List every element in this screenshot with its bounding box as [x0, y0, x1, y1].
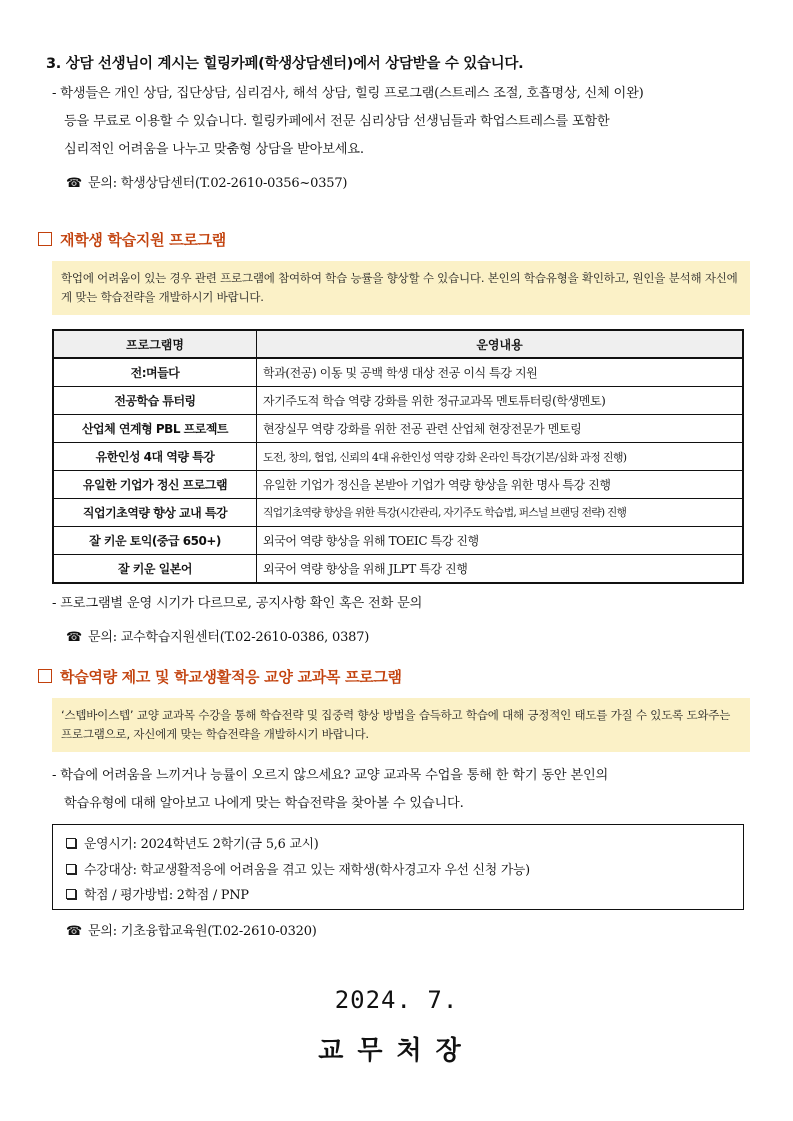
table-row — [53, 499, 743, 527]
header-content: 운영내용 — [257, 330, 744, 358]
section2-title-text: 학습역량 제고 및 학교생활적응 교양 교과목 프로그램 — [60, 668, 402, 686]
course-info-text: 운영시기: 2024학년도 2학기(금 5,6 교시) — [84, 837, 319, 852]
course-info-item — [66, 833, 319, 852]
section1-contact — [66, 626, 369, 645]
counsel-line-1: - 학생들은 개인 상담, 집단상담, 심리검사, 해석 상담, 힐링 프로그램(스트레스 조절, 호흡명상, 신체 이완) — [52, 86, 644, 101]
checkbox-icon — [66, 864, 76, 874]
checkbox-icon — [38, 669, 52, 683]
table-row — [53, 415, 743, 443]
program-name: 유한인성 4대 역량 특강 — [53, 443, 257, 471]
phone-icon: ☎ — [66, 924, 82, 939]
program-content: 유일한 기업가 정신을 본받아 기업가 역량 향상을 위한 명사 특강 진행 — [257, 471, 744, 499]
phone-icon: ☎ — [66, 176, 82, 191]
section1-note: 학업에 어려움이 있는 경우 관련 프로그램에 참여하여 학습 능률을 향상할 수 있습니다. 본인의 학습유형을 확인하고, 원인을 분석해 자신에게 맞는 학습전략을 개발하시기 바랍니다. — [52, 261, 750, 315]
program-content: 학과(전공) 이동 및 공백 학생 대상 전공 이식 특강 지원 — [257, 358, 744, 387]
counsel-heading: 3. 상담 선생님이 계시는 힐링카페(학생상담센터)에서 상담받을 수 있습니다. — [46, 56, 524, 72]
course-info-text: 학점 / 평가방법: 2학점 / PNP — [84, 888, 249, 903]
section1-after: - 프로그램별 운영 시기가 다르므로, 공지사항 확인 혹은 전화 문의 — [52, 596, 423, 611]
program-name: 직업기초역량 향상 교내 특강 — [53, 499, 257, 527]
counsel-line-3: 심리적인 어려움을 나누고 맞춤형 상담을 받아보세요. — [64, 142, 364, 157]
table-row — [53, 358, 743, 387]
checkbox-icon — [38, 232, 52, 246]
program-content: 외국어 역량 향상을 위해 JLPT 특강 진행 — [257, 555, 744, 584]
table-row — [53, 387, 743, 415]
section2-contact — [66, 920, 317, 939]
counsel-line-2: 등을 무료로 이용할 수 있습니다. 힐링카페에서 전문 심리상담 선생님들과 학업스트레스를 포함한 — [64, 114, 610, 129]
course-info-text: 수강대상: 학교생활적응에 어려움을 겪고 있는 재학생(학사경고자 우선 신청 가능) — [84, 863, 530, 878]
section1-contact-text: 문의: 교수학습지원센터(T.02-2610-0386, 0387) — [88, 630, 370, 645]
program-name: 유일한 기업가 정신 프로그램 — [53, 471, 257, 499]
table-header-row — [53, 330, 743, 358]
section2-contact-text: 문의: 기초융합교육원(T.02-2610-0320) — [88, 924, 317, 939]
program-content: 외국어 역량 향상을 위해 TOEIC 특강 진행 — [257, 527, 744, 555]
section2-line-1: - 학습에 어려움을 느끼거나 능률이 오르지 않으세요? 교양 교과목 수업을 통해 한 학기 동안 본인의 — [52, 768, 609, 783]
program-content: 도전, 창의, 협업, 신뢰의 4대 유한인성 역량 강화 온라인 특강(기본/심화 과정 진행) — [257, 443, 744, 471]
program-name: 산업체 연계형 PBL 프로젝트 — [53, 415, 257, 443]
course-info-item — [66, 859, 530, 878]
course-info-item — [66, 884, 249, 903]
section1-title-text: 재학생 학습지원 프로그램 — [60, 231, 226, 249]
section1-title — [38, 229, 226, 250]
program-content: 자기주도적 학습 역량 강화를 위한 정규교과목 멘토튜터링(학생멘토) — [257, 387, 744, 415]
program-content: 현장실무 역량 강화를 위한 전공 관련 산업체 현장전문가 멘토링 — [257, 415, 744, 443]
program-name: 전:며들다 — [53, 358, 257, 387]
section2-line-2: 학습유형에 대해 알아보고 나에게 맞는 학습전략을 찾아볼 수 있습니다. — [64, 796, 464, 811]
header-program-name: 프로그램명 — [53, 330, 257, 358]
program-content: 직업기초역량 향상을 위한 특강(시간관리, 자기주도 학습법, 퍼스널 브랜딩 전략) 진행 — [257, 499, 744, 527]
document-date: 2024. 7. — [334, 986, 459, 1014]
signer-title: 교무처장 — [318, 1036, 475, 1066]
program-name: 잘 키운 일본어 — [53, 555, 257, 584]
table-row — [53, 555, 743, 584]
table-row — [53, 471, 743, 499]
course-info-box — [52, 824, 744, 910]
program-name: 잘 키운 토익(중급 650+) — [53, 527, 257, 555]
program-name: 전공학습 튜터링 — [53, 387, 257, 415]
section2-note: ‘스텝바이스텝’ 교양 교과목 수강을 통해 학습전략 및 집중력 향상 방법을 습득하고 학습에 대해 긍정적인 태도를 가질 수 있도록 도와주는 프로그램으로, 자신에게 맞는 학습전략을 개발하시기 바랍니다. — [52, 698, 750, 752]
counsel-contact-text: 문의: 학생상담센터(T.02-2610-0356~0357) — [88, 176, 348, 191]
table-row — [53, 443, 743, 471]
counsel-contact — [66, 172, 347, 191]
table-row — [53, 527, 743, 555]
phone-icon: ☎ — [66, 630, 82, 645]
checkbox-icon — [66, 889, 76, 899]
program-table — [52, 329, 744, 584]
section2-title — [38, 666, 402, 687]
checkbox-icon — [66, 838, 76, 848]
